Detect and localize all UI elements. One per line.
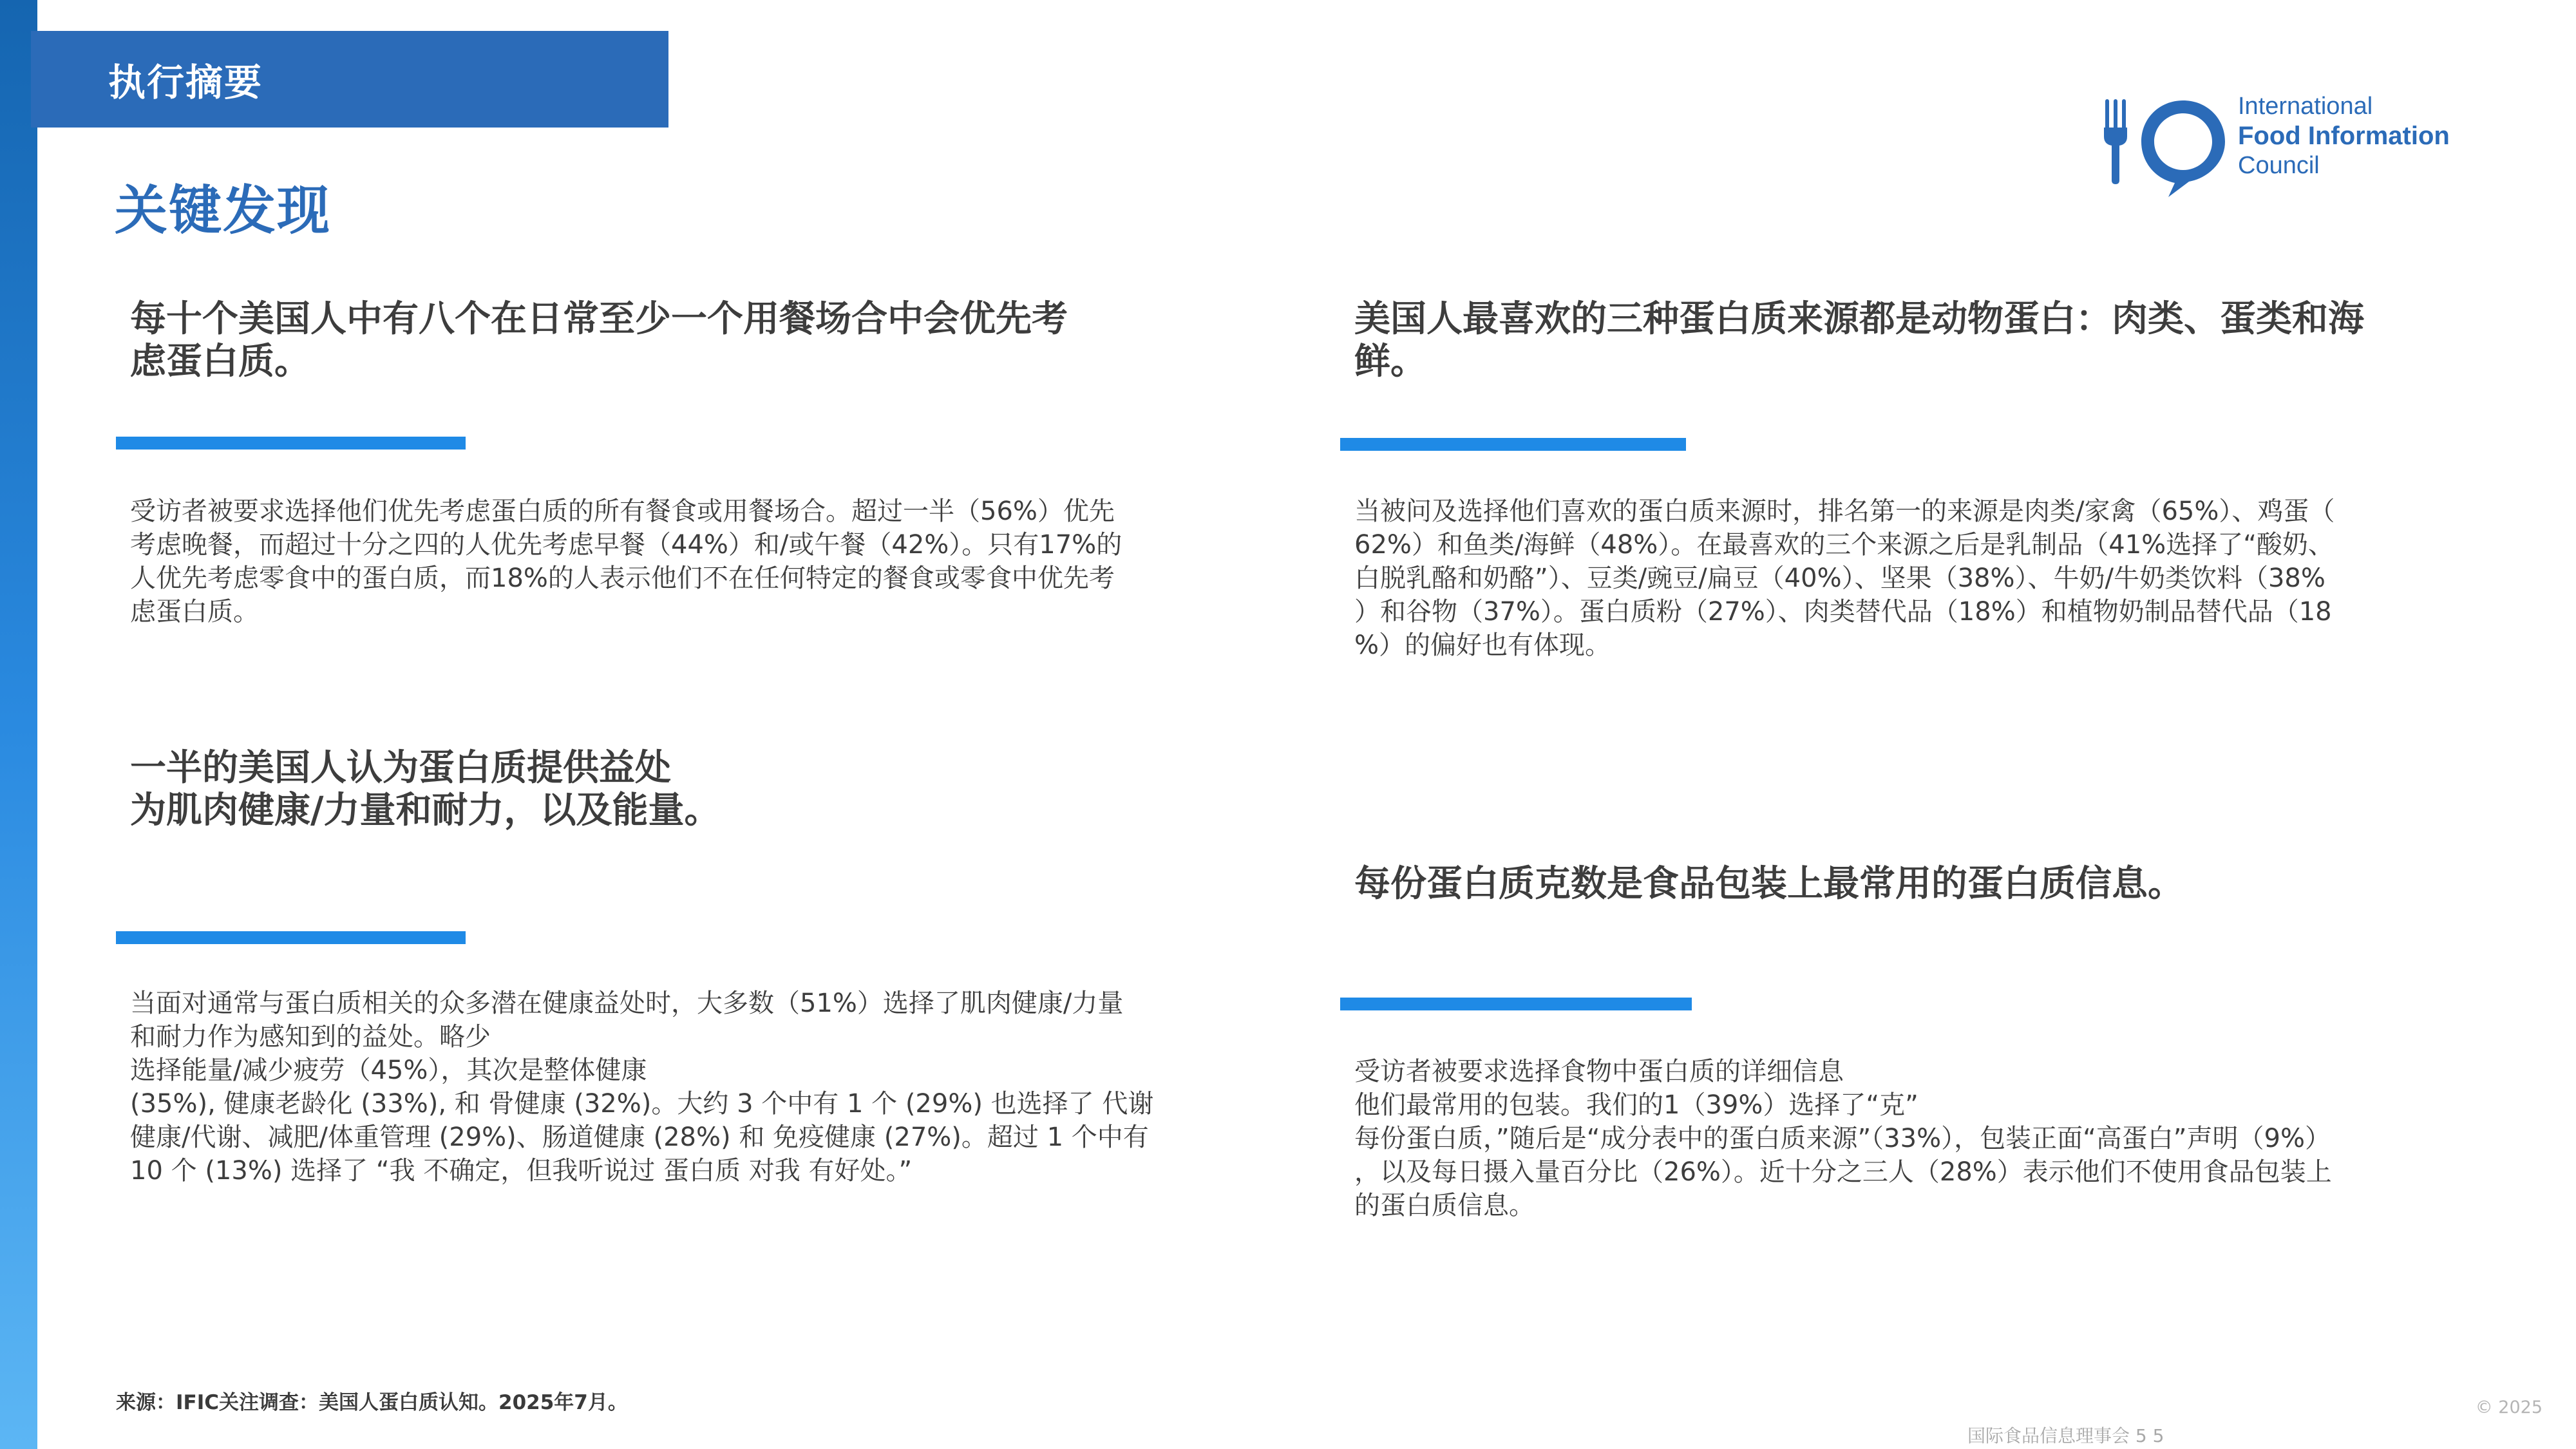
finding-block-3 [130, 747, 1264, 832]
source-note: 来源：IFIC关注调查：美国人蛋白质认知。2025年7月。 [116, 1391, 628, 1414]
ific-logo [2096, 90, 2496, 200]
copyright-notice: © 2025 [2475, 1397, 2543, 1417]
finding-block-4 [1354, 863, 2514, 905]
finding-body: 受访者被要求选择他们优先考虑蛋白质的所有餐食或用餐场合。超过一半（56%）优先 考虑晚餐，而超过十分之四的人优先考虑早餐（44%）和/或午餐（42%）。只有17%的 人优先考虑零食中的蛋白质，而18%的人表示他们不在任何特定的餐食或零食中优先考 虑蛋白质。 [130, 497, 1122, 627]
logo-line-1: International [2238, 93, 2373, 120]
finding-body: 受访者被要求选择食物中蛋白质的详细信息 他们最常用的包装。我们的1（39%）选择了“克” 每份蛋白质，”随后是“成分表中的蛋白质来源”（33%），包装正面“高蛋白”声明（9%） ，以及每日摄入量百分比（26%）。近十分之三人（28%）表示他们不使用食品包装上 的蛋白质信息。 [1354, 1057, 2332, 1220]
section-label: 执行摘要 [108, 61, 263, 104]
page-title: 关键发现 [115, 180, 332, 242]
left-accent-bar [0, 0, 37, 1449]
finding-underline [116, 931, 466, 944]
finding-underline [1340, 438, 1686, 451]
finding-body: 当面对通常与蛋白质相关的众多潜在健康益处时，大多数（51%）选择了肌肉健康/力量 和耐力作为感知到的益处。略少 选择能量/减少疲劳（45%），其次是整体健康 (35%), 健康老龄化 (33%), 和 骨健康 (32%)。大约 3 个中有 1 个 (29%) 也选择了 代谢 健康/代谢、减肥/体重管理 (29%)、肠道健康 (28%) 和 免疫健康 (27%)。超过 1 个中有 10 个 (13%) 选择了 “我 不确定，但我听说过 蛋白质 对我 有好处。” [130, 989, 1154, 1186]
finding-block-1 [130, 298, 1264, 383]
finding-block-2 [1354, 298, 2514, 383]
finding-heading: 美国人最喜欢的三种蛋白质来源都是动物蛋白：肉类、蛋类和海 鲜。 [1354, 298, 2364, 383]
finding-heading: 每份蛋白质克数是食品包装上最常用的蛋白质信息。 [1354, 863, 2184, 905]
logo-line-3: Council [2238, 152, 2320, 179]
finding-body: 当被问及选择他们喜欢的蛋白质来源时，排名第一的来源是肉类/家禽（65%）、鸡蛋（ 62%）和鱼类/海鲜（48%）。在最喜欢的三个来源之后是乳制品（41%选择了“酸奶、 白脱乳酪和奶酪”）、豆类/豌豆/扁豆（40%）、坚果（38%）、牛奶/牛奶类饮料（38% ）和谷物（37%）。蛋白质粉（27%）、肉类替代品（18%）和植物奶制品替代品（18 %）的偏好也有体现。 [1354, 497, 2335, 660]
logo-line-2: Food Information [2238, 122, 2450, 150]
finding-underline [1340, 998, 1692, 1010]
logo-wordmark [2238, 91, 2450, 180]
finding-heading: 一半的美国人认为蛋白质提供益处 为肌肉健康/力量和耐力，以及能量。 [130, 747, 721, 831]
finding-underline [116, 437, 466, 450]
section-banner [31, 31, 668, 128]
ific-logo-icon [2096, 90, 2231, 200]
finding-heading: 每十个美国人中有八个在日常至少一个用餐场合中会优先考 虑蛋白质。 [130, 298, 1068, 383]
page-number: 国际食品信息理事会 5 5 [1967, 1425, 2164, 1446]
